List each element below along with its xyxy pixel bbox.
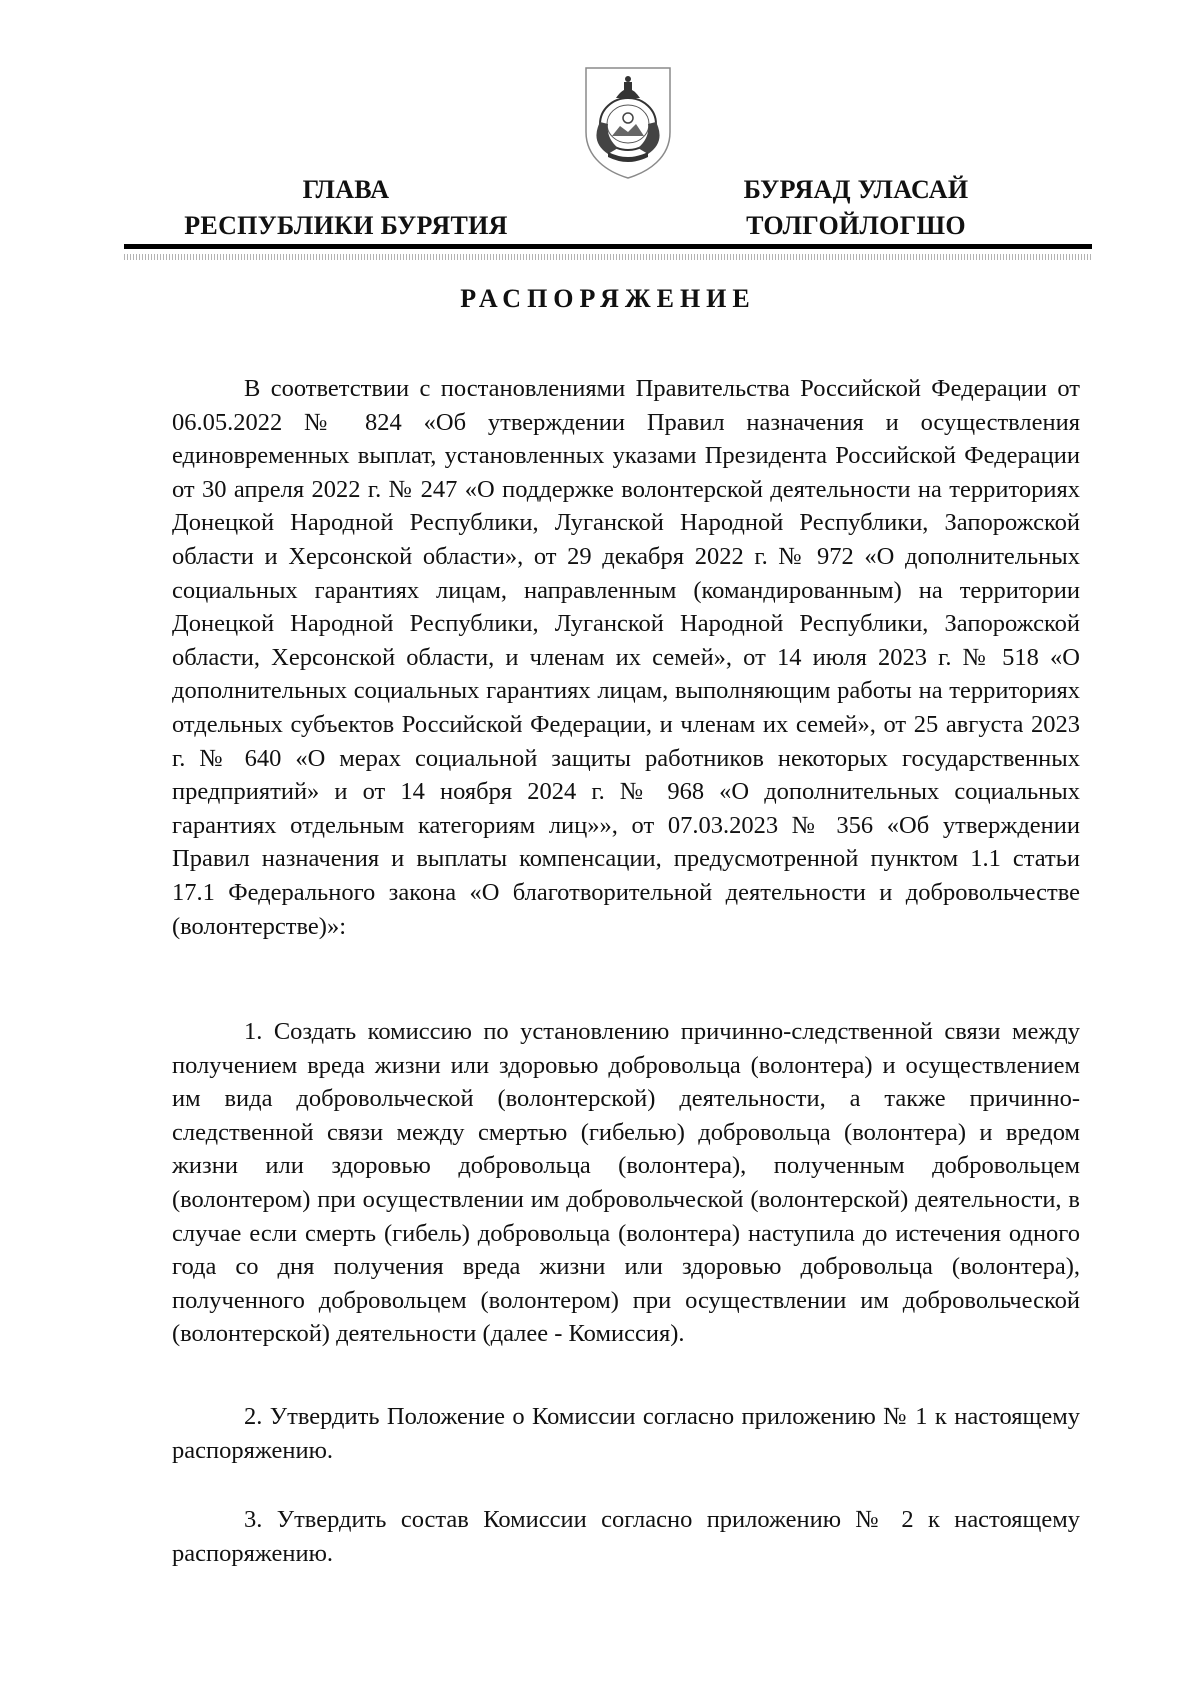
clause-1 [172,1015,1080,1351]
coat-of-arms-icon [578,62,678,180]
clause-2 [172,1400,1080,1467]
issuer-line-1: ГЛАВА [302,175,390,204]
clause-3-text: 3. Утвердить состав Комиссии согласно приложению № 2 к настоящему распоряжению. [172,1506,1080,1567]
issuer-header-buryat [706,172,1006,244]
clause-2-text: 2. Утвердить Положение о Комиссии согласно приложению № 1 к настоящему распоряжению. [172,1403,1080,1464]
document-title: РАСПОРЯЖЕНИЕ [460,284,756,313]
header-dotted-divider [124,254,1092,260]
header-divider [124,244,1092,249]
clause-1-text: 1. Создать комиссию по установлению причинно-следственной связи между получением вреда жизни или здоровью добровольца (волонтера) и осуществлением им вида добровольческой (волонтерской) деятельности, а также причинно-следственной связи между смертью (гибелью) добровольца (волонтера) и вредом жизни или здоровью добровольца (волонтера), полученным добровольцем (волонтером) при осуществлении им добровольческой (волонтерской) деятельности, в случае если смерть (гибель) добровольца (волонтера) наступила до истечения одного года со дня получения вреда жизни или здоровью добровольца (волонтера), полученного добровольцем (волонтером) при осуществлении им добровольческой (волонтерской) деятельности (далее - Комиссия). [172,1018,1080,1348]
issuer-line-1-buryat: БУРЯАД УЛАСАЙ [743,175,969,204]
clause-3 [172,1503,1080,1570]
issuer-line-2-buryat: ТОЛГОЙЛОГШО [746,211,966,240]
issuer-line-2: РЕСПУБЛИКИ БУРЯТИЯ [184,211,508,240]
preamble-text: В соответствии с постановлениями Правительства Российской Федерации от 06.05.2022 № 824 «Об утверждении Правил назначения и осуществления единовременных выплат, установленных указами Президента Российской Федерации от 30 апреля 2022 г. № 247 «О поддержке волонтерской деятельности на территориях Донецкой Народной Республики, Луганской Народной Республики, Запорожской области и Херсонской области», от 29 декабря 2022 г. № 972 «О дополнительных социальных гарантиях лицам, направленным (командированным) на территории Донецкой Народной Республики, Луганской Народной Республики, Запорожской области, Херсонской области, и членам их семей», от 14 июля 2023 г. № 518 «О дополнительных социальных гарантиях лицам, выполняющим работы на территориях отдельных субъектов Российской Федерации, и членам их семей», от 25 августа 2023 г. № 640 «О мерах социальной защиты работников некоторых государственных предприятий» и от 14 ноября 2024 г. № 968 «О дополнительных социальных гарантиях отдельным категориям лиц»», от 07.03.2023 № 356 «Об утверждении Правил назначения и выплаты компенсации, предусмотренной пунктом 1.1 статьи 17.1 Федерального закона «О благотворительной деятельности и добровольчестве (волонтерстве)»: [172,375,1080,940]
issuer-header-russian [170,172,522,244]
preamble [172,372,1080,943]
